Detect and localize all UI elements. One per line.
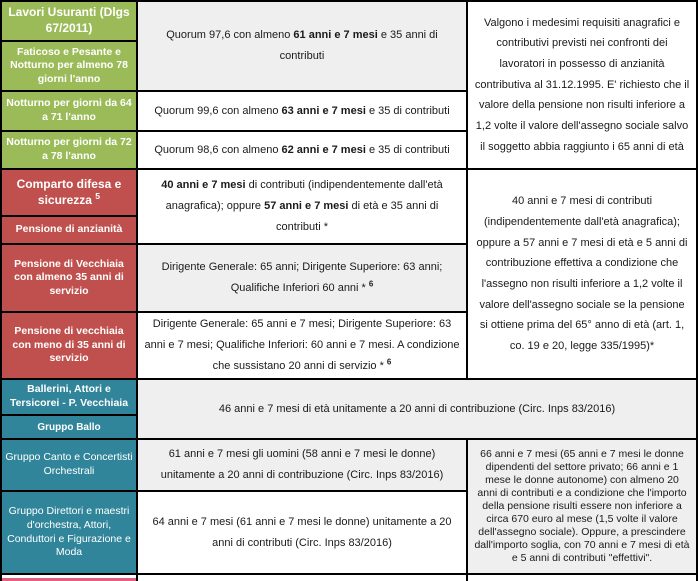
- cell-gruppo-ballo-requisiti: 46 anni e 7 mesi di età unitamente a 20 anni di contribuzione (Circ. Inps 83/2016): [138, 380, 696, 438]
- header-comparto-difesa-sicurezza: Comparto difesa e sicurezza $^5$: [2, 170, 136, 215]
- cell-vecchiaia-35-requisiti: Dirigente Generale: 65 anni; Dirigente Superiore: 63 anni; Qualifiche Inferiori 60 anni * $^6$: [138, 245, 466, 311]
- cell-difesa-requisiti: 40 anni e 7 mesi di contributi (indipendentemente dall'età anagrafica); oppure 57 anni e 7 mesi di età e 35 anni di contributi *: [138, 170, 466, 243]
- cell-vecchiaia-meno-35-requisiti: Dirigente Generale: 65 anni e 7 mesi; Dirigente Superiore: 63 anni e 7 mesi; Qualifiche Inferiori: 60 anni e 7 mesi. A condizione che sussistano 20 anni di servizio * $^6$: [138, 313, 466, 378]
- cell-nota-lavori-usuranti: Valgono i medesimi requisiti anagrafici e contributivi previsti nei confronti dei lavoratori in possesso di anzianità contributiva al 31.12.1995. E' richiesto che il valore della pensione non risulti inferiore a 1,2 volte il valore dell'assegno sociale salvo il soggetto abbia raggiunto i 65 anni di età: [468, 2, 696, 168]
- cutoff-row-right: [468, 575, 696, 581]
- cell-quorum-98-6: Quorum 98,6 con almeno 62 anni e 7 mesi e 35 di contributi: [138, 132, 466, 168]
- header-gruppo-canto: Gruppo Canto e Concertisti Orchestrali: [2, 440, 136, 490]
- cell-nota-difesa: 40 anni e 7 mesi di contributi (indipendentemente dall'età anagrafica); oppure a 57 anni e 7 mesi di età e 5 anni di contribuzione effettiva a condizione che l'assegno non risulti inferiore a 1,2 volte il valore dell'assegno sociale se la pensione si ottiene prima del 65° anno di età (art. 1, co. 19 e 20, legge 335/1995)*: [468, 170, 696, 378]
- header-gruppo-ballo: Gruppo Ballo: [2, 416, 136, 438]
- cell-gruppo-canto-requisiti: 61 anni e 7 mesi gli uomini (58 anni e 7 mesi le donne) unitamente a 20 anni di contribuzione (Circ. Inps 83/2016): [138, 440, 466, 490]
- header-pensione-anzianita: Pensione di anzianità: [2, 217, 136, 243]
- cell-quorum-97-6: Quorum 97,6 con almeno 61 anni e 7 mesi e 35 anni di contributi: [138, 2, 466, 90]
- header-lavori-usuranti: Lavori Usuranti (Dlgs 67/2011): [2, 2, 136, 40]
- header-notturno-64-71: Notturno per giorni da 64 a 71 l'anno: [2, 92, 136, 130]
- cutoff-row-left: [2, 575, 136, 581]
- header-faticoso-pesante-notturno: Faticoso e Pesante e Notturno per almeno 78 giorni l'anno: [2, 42, 136, 90]
- header-vecchiaia-meno-35: Pensione di vecchiaia con meno di 35 anni di servizio: [2, 313, 136, 378]
- header-vecchiaia-almeno-35: Pensione di Vecchiaia con almeno 35 anni di servizio: [2, 245, 136, 311]
- cutoff-row-middle: [138, 575, 466, 581]
- cell-quorum-99-6: Quorum 99,6 con almeno 63 anni e 7 mesi e 35 di contributi: [138, 92, 466, 130]
- header-notturno-72-78: Notturno per giorni da 72 a 78 l'anno: [2, 132, 136, 168]
- header-ballerini-attori-tersicorei: Ballerini, Attori e Tersicorei - P. Vecchiaia: [2, 380, 136, 414]
- cell-nota-spettacolo: 66 anni e 7 mesi (65 anni e 7 mesi le donne dipendenti del settore privato; 66 anni e 1 mese le donne autonome) con almeno 20 anni di contributi e a condizione che l'importo della pensione risulti essere non inferiore a circa 670 euro al mese (1,5 volte il valore dell'assegno sociale). Oppure, a prescindere dall'importo soglia, con 70 anni e 7 mesi di età e 5 anni di contributi "effettivi".: [468, 440, 696, 573]
- cell-gruppo-direttori-requisiti: 64 anni e 7 mesi (61 anni e 7 mesi le donne) unitamente a 20 anni di contributi (Circ. Inps 83/2016): [138, 492, 466, 573]
- header-gruppo-direttori: Gruppo Direttori e maestri d'orchestra, Attori, Conduttori e Figurazione e Moda: [2, 492, 136, 573]
